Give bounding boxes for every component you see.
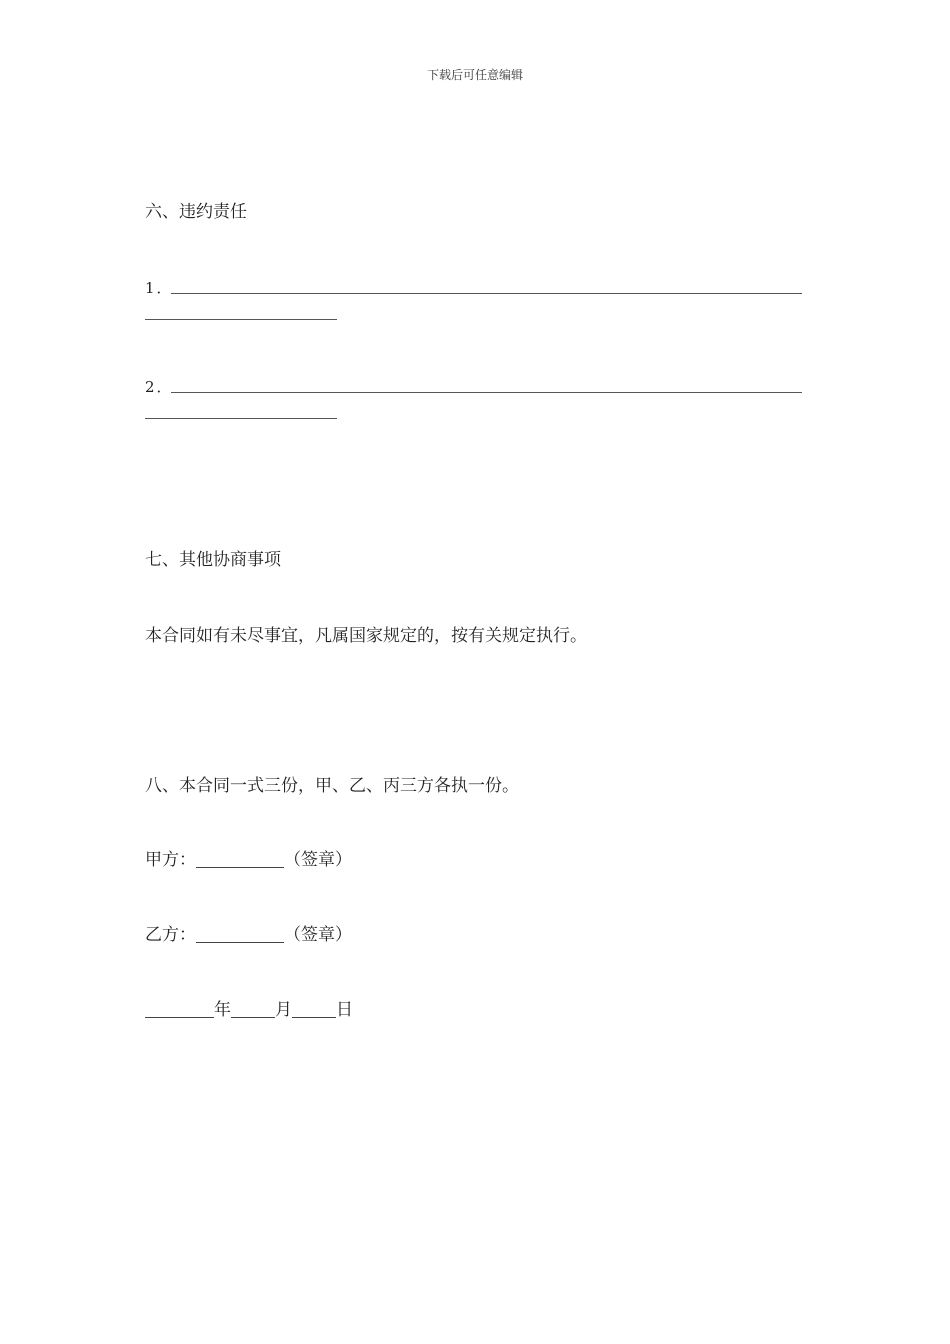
- party-b-label: 乙方：: [145, 925, 196, 945]
- party-a-label: 甲方：: [145, 850, 196, 870]
- section-7-body: 本合同如有未尽事宜，凡属国家规定的，按有关规定执行。: [145, 626, 587, 646]
- item-1-fill-line-continued[interactable]: [145, 319, 337, 320]
- section-8-title: 八、本合同一式三份，甲、乙、丙三方各执一份。: [145, 776, 519, 796]
- date-row: [145, 1000, 353, 1020]
- item-1-number: 1．: [145, 279, 174, 297]
- section-6-title: 六、违约责任: [145, 202, 247, 222]
- month-label: 月: [275, 1000, 292, 1020]
- day-label: 日: [336, 1000, 353, 1020]
- header-note: 下载后可任意编辑: [426, 68, 523, 82]
- party-b-signature-row: [145, 925, 352, 945]
- party-b-seal-text: （签章）: [284, 925, 352, 945]
- year-blank[interactable]: [145, 1001, 214, 1018]
- year-label: 年: [214, 1000, 231, 1020]
- section-7-title: 七、其他协商事项: [145, 550, 281, 570]
- party-b-signature-blank[interactable]: [196, 926, 284, 943]
- month-blank[interactable]: [231, 1001, 275, 1018]
- party-a-signature-blank[interactable]: [196, 851, 284, 868]
- item-2-fill-line[interactable]: [171, 392, 802, 393]
- party-a-seal-text: （签章）: [284, 850, 352, 870]
- item-1-fill-line[interactable]: [171, 293, 802, 294]
- party-a-signature-row: [145, 850, 352, 870]
- item-2-number: 2．: [145, 378, 174, 396]
- item-2-fill-line-continued[interactable]: [145, 418, 337, 419]
- day-blank[interactable]: [292, 1001, 336, 1018]
